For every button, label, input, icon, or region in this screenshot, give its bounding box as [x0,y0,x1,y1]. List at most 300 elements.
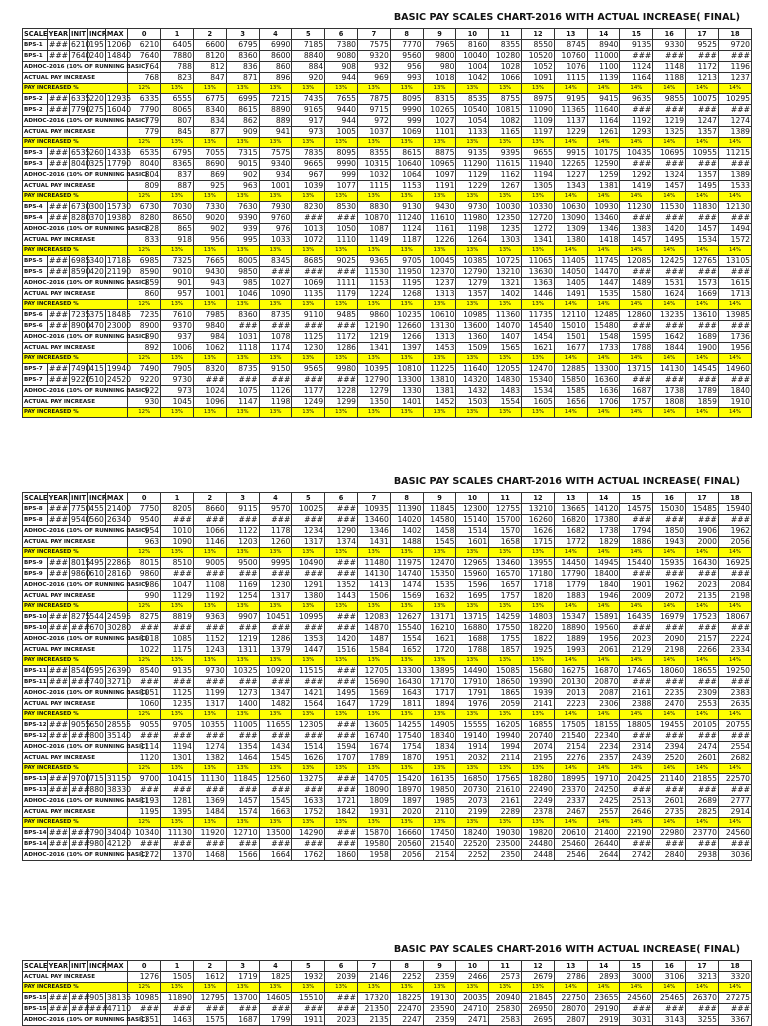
value-cell: 11830 [686,202,719,213]
value-cell: 12470 [423,558,456,569]
value-cell: 1825 [259,972,292,983]
value-cell: 32710 [106,677,132,686]
value-cell: 1799 [259,1015,292,1026]
value-cell: 1820 [522,591,555,602]
value-cell: 1418 [587,235,620,246]
percent-cell: 13% [325,710,358,720]
value-cell: 9415 [587,94,620,105]
value-cell: 1664 [259,850,292,861]
percent-cell: 13% [259,983,292,993]
value-cell: 1237 [423,278,456,289]
value-cell: 10695 [653,148,686,159]
value-cell: 2646 [620,807,653,818]
percent-cell: 13% [292,710,325,720]
value-cell: 2223 [554,699,587,710]
value-cell: ### [48,828,69,837]
column-header: 11 [489,493,522,504]
percent-cell: 13% [489,246,522,256]
value-cell: 15730 [106,202,132,211]
value-cell: 1301 [161,753,194,764]
percent-cell: 13% [456,192,489,202]
value-cell: ### [686,731,719,742]
value-cell: 1454 [522,332,555,343]
value-cell: 15870 [357,828,390,839]
value-cell: 13985 [718,310,751,321]
value-cell: 2601 [653,796,686,807]
value-cell: 23500 [489,839,522,850]
value-cell: 1434 [259,742,292,753]
value-cell: 2032 [456,753,489,764]
value-cell: 1729 [357,699,390,710]
actual-increase-row [23,127,752,138]
percent-cell: 13% [259,192,292,202]
value-cell: 1534 [686,235,719,246]
value-cell: 2161 [620,688,653,699]
value-cell: 1506 [357,591,390,602]
percent-cell: 13% [423,548,456,558]
row-label: ADHOC-2016 (10% OF RUNNING BASIC) [23,634,128,645]
row-label: ACTUAL PAY INCREASE [23,591,128,602]
value-cell: 2786 [554,972,587,983]
percent-cell: 13% [522,602,555,612]
value-cell: 2378 [522,807,555,818]
value-cell: 2470 [653,699,686,710]
value-cell: 12710 [226,828,259,839]
value-cell: ### [718,159,751,170]
percent-cell: 14% [554,192,587,202]
value-cell: 1457 [686,224,719,235]
value-cell: 1894 [423,699,456,710]
scale-label: BPS-14 [23,828,48,839]
percent-cell: 13% [456,656,489,666]
value-cell: ### [653,623,686,634]
value-cell: 986 [128,580,161,591]
value-cell: 23770 [686,828,719,839]
value-cell: 1419 [620,181,653,192]
percent-cell: 14% [686,983,719,993]
value-cell: 1491 [554,289,587,300]
value-cell: ### [48,202,69,211]
value-cell: 8340 [193,105,226,116]
value-cell: ### [325,993,358,1004]
value-cell: ### [128,785,161,796]
value-cell: 25830 [489,1004,522,1015]
value-cell: 31150 [106,774,132,783]
value-cell: 1219 [226,634,259,645]
percent-cell: 13% [522,300,555,310]
value-cell: 11735 [522,310,555,321]
value-cell: 2234 [587,742,620,753]
value-cell: 18067 [718,612,751,623]
percent-cell: 13% [423,138,456,148]
value-cell: 6775 [193,94,226,105]
percent-cell: 12% [128,246,161,256]
value-cell: 1303 [489,235,522,246]
value-cell: 11130 [161,828,194,839]
value-cell: ### [718,515,751,526]
percent-cell: 14% [554,602,587,612]
value-cell: 1161 [423,224,456,235]
value-cell: 1829 [587,537,620,548]
value-cell: 1010 [161,526,194,537]
percent-cell: 13% [357,138,390,148]
value-cell: 9330 [653,40,686,51]
value-cell: 1458 [423,526,456,537]
column-header: 5 [292,961,325,972]
row-label: ACTUAL PAY INCREASE [23,397,128,408]
percent-cell: 13% [357,354,390,364]
value-cell: 1033 [259,235,292,246]
percent-cell: 13% [292,84,325,94]
value-cell: 3255 [686,1015,719,1026]
percent-cell: 13% [357,656,390,666]
scale-row [23,774,752,785]
scale-row [23,569,752,580]
percent-cell: 14% [620,138,653,148]
value-cell: 1834 [423,742,456,753]
percent-cell: 13% [259,84,292,94]
value-cell: 1313 [423,289,456,300]
value-cell: 8320 [193,364,226,375]
value-cell: 1075 [226,386,259,397]
percent-cell: 14% [686,354,719,364]
column-header: 13 [554,29,587,40]
value-cell: ### [653,677,686,688]
value-cell: 1153 [390,181,423,192]
value-cell: 1413 [357,580,390,591]
value-cell: 19580 [357,839,390,850]
value-cell: ### [325,828,358,839]
value-cell: ### [48,558,69,567]
value-cell: 1545 [259,753,292,764]
value-cell: 836 [226,62,259,73]
value-cell: 7235 [128,310,161,321]
value-cell: 25460 [554,839,587,850]
value-cell: 2087 [587,688,620,699]
value-cell: ### [259,569,292,580]
percent-cell: 13% [226,818,259,828]
percent-cell: 13% [193,818,226,828]
value-cell: 15690 [357,677,390,688]
percent-cell: 13% [325,300,358,310]
pay-increased-row [23,246,752,256]
pay-increased-row [23,84,752,94]
value-cell: 11640 [456,364,489,375]
value-cell: 8690 [193,159,226,170]
value-cell: 995 [226,235,259,246]
value-cell: 10265 [423,105,456,116]
value-cell: 1794 [620,526,653,537]
value-cell: 1122 [226,526,259,537]
value-cell: ### [292,623,325,634]
value-cell: 9195 [554,94,587,105]
value-cell: 11230 [620,202,653,213]
value-cell: 1939 [522,688,555,699]
value-cell: 1006 [161,343,194,354]
value-cell: 1360 [456,332,489,343]
percent-cell: 13% [226,192,259,202]
value-cell: 1268 [390,289,423,300]
value-cell: ### [193,677,226,688]
percent-cell: 13% [292,602,325,612]
value-cell: 1447 [587,278,620,289]
percent-cell: 13% [226,983,259,993]
value-cell: 42120 [106,839,132,848]
value-cell: ### [686,785,719,796]
value-cell: ### [325,515,358,526]
value-cell: 20940 [489,993,522,1004]
scale-label: BPS-8 [23,504,48,515]
value-cell: 2252 [390,972,423,983]
value-cell: 1564 [292,699,325,710]
value-cell: 2289 [489,807,522,818]
value-cell: 19390 [522,677,555,688]
value-cell: 2825 [686,807,719,818]
scale-row [23,321,752,332]
value-cell: 17523 [686,612,719,623]
column-header: 14 [587,493,620,504]
percent-cell: 14% [554,548,587,558]
value-cell: ### [71,1004,91,1013]
value-cell: 1474 [390,580,423,591]
value-cell: 2383 [718,688,751,699]
value-cell: 14945 [587,558,620,569]
column-header: 17 [686,493,719,504]
value-cell: 370 [89,213,104,222]
value-cell: ### [128,623,161,634]
percent-cell: 13% [489,408,522,418]
value-cell: 1178 [259,526,292,537]
value-cell: 3036 [718,850,751,861]
value-cell: ### [259,515,292,526]
value-cell: 13130 [423,321,456,332]
value-cell: 13895 [423,666,456,677]
scale-label: BPS-6 [23,310,48,321]
value-cell: ### [226,731,259,742]
value-cell: 1013 [292,224,325,235]
value-cell: 845 [161,127,194,138]
percent-cell: 14% [554,246,587,256]
value-cell: 917 [292,116,325,127]
value-cell: 1457 [620,235,653,246]
value-cell: 1886 [620,537,653,548]
percent-cell: 13% [390,602,423,612]
value-cell: 9115 [226,504,259,515]
percent-cell: 13% [325,818,358,828]
value-cell: 6535 [128,148,161,159]
value-cell: 1347 [259,688,292,699]
percent-cell: 13% [489,354,522,364]
value-cell: 1432 [456,386,489,397]
percent-cell: 13% [193,246,226,256]
percent-cell: 14% [587,602,620,612]
scale-label: BPS-5 [23,256,48,267]
percent-cell: 13% [292,300,325,310]
column-header: MAX [105,493,127,504]
value-cell: 13210 [489,267,522,278]
value-cell: 1203 [226,537,259,548]
pay-increased-row [23,138,752,148]
value-cell: 1865 [489,688,522,699]
value-cell: 1087 [357,224,390,235]
column-header: YEAR [48,494,69,502]
value-cell: 11290 [456,159,489,170]
percent-cell: 14% [620,818,653,828]
sheet-title: BASIC PAY SCALES CHART-2016 WITH ACTUAL INCREASE( FINAL) [393,12,740,23]
value-cell: 1197 [522,127,555,138]
value-cell: 18155 [587,720,620,731]
value-cell: ### [686,105,719,116]
scale-row [23,40,752,51]
value-cell: 2023 [686,580,719,591]
value-cell: ### [48,105,69,114]
value-cell: 1533 [718,181,751,192]
value-cell: ### [71,785,91,794]
value-cell: 1037 [357,127,390,138]
value-cell: 9485 [325,310,358,321]
value-cell: 8540 [71,666,91,675]
value-cell: 2056 [718,537,751,548]
scale-row [23,612,752,623]
value-cell: 11610 [423,213,456,224]
value-cell: 21400 [587,828,620,839]
column-header: 3 [226,493,259,504]
adhoc-row [23,278,752,289]
value-cell: 14870 [357,623,390,634]
adhoc-row [23,62,752,73]
value-cell: 1566 [226,850,259,861]
value-cell: 17505 [554,720,587,731]
value-cell: 1177 [292,386,325,397]
percent-cell: 13% [522,710,555,720]
value-cell: 2266 [686,645,719,656]
value-cell: 10395 [357,364,390,375]
value-cell: 14050 [554,267,587,278]
value-cell: 1721 [325,796,358,807]
value-cell: 2023 [325,1015,358,1026]
value-cell: 1657 [489,580,522,591]
value-cell: 943 [193,278,226,289]
value-cell: 14020 [390,515,423,526]
value-cell: ### [325,504,358,515]
value-cell: 6535 [71,148,91,157]
value-cell: ### [686,515,719,526]
value-cell: 8600 [259,51,292,62]
value-cell: 2546 [554,850,587,861]
value-cell: 9840 [193,321,226,332]
value-cell: 922 [128,386,161,397]
value-cell: 10965 [423,159,456,170]
value-cell: ### [325,839,358,850]
percent-cell: 13% [292,354,325,364]
percent-cell: 13% [423,300,456,310]
value-cell: 20730 [456,785,489,796]
value-cell: 20610 [554,828,587,839]
value-cell: 809 [128,181,161,192]
value-cell: 1595 [620,332,653,343]
value-cell: 24520 [106,375,132,384]
percent-cell: 13% [489,602,522,612]
value-cell: 7490 [128,364,161,375]
value-cell: ### [620,515,653,526]
value-cell: ### [292,213,325,224]
value-cell: 9525 [686,40,719,51]
percent-cell: 13% [193,408,226,418]
value-cell: 1495 [686,181,719,192]
value-cell: ### [653,159,686,170]
column-header: 12 [522,29,555,40]
adhoc-row [23,688,752,699]
scale-label: BPS-1 [23,51,48,62]
value-cell: 14960 [718,364,751,375]
value-cell: 1717 [423,688,456,699]
value-cell: 16040 [106,105,132,114]
value-cell: 22865 [106,558,132,567]
value-cell: 21540 [554,731,587,742]
value-cell: 2583 [489,1015,522,1026]
value-cell: 16740 [357,731,390,742]
actual-increase-row [23,537,752,548]
value-cell: 1279 [357,386,390,397]
value-cell: 1354 [226,742,259,753]
percent-cell: 13% [357,408,390,418]
value-cell: ### [193,515,226,526]
value-cell: 9850 [226,267,259,278]
value-cell: ### [325,785,358,796]
value-cell: 1135 [292,289,325,300]
actual-increase-row [23,73,752,84]
value-cell: 1554 [489,397,522,408]
value-cell: 16979 [653,612,686,623]
value-cell: 1757 [620,397,653,408]
value-cell: 2689 [686,796,719,807]
value-cell: 1572 [718,235,751,246]
value-cell: 1548 [587,332,620,343]
value-cell: 1018 [128,634,161,645]
value-cell: 16660 [390,828,423,839]
value-cell: 2059 [489,699,522,710]
value-cell: 9165 [292,105,325,116]
value-cell: 1192 [193,591,226,602]
percent-cell: 13% [325,983,358,993]
value-cell: 11365 [554,105,587,116]
value-cell: 7575 [357,40,390,51]
column-header: 1 [161,29,194,40]
adhoc-row [23,796,752,807]
value-cell: 1596 [456,580,489,591]
value-cell: 1985 [423,796,456,807]
value-cell: 15420 [390,774,423,785]
column-header: 10 [456,29,489,40]
value-cell: 13210 [522,504,555,515]
row-label: ACTUAL PAY INCREASE [23,537,128,548]
value-cell: 2084 [718,580,751,591]
value-cell: 1317 [259,591,292,602]
value-cell: 1663 [259,807,292,818]
value-cell: ### [226,1004,259,1015]
value-cell: 340 [89,256,104,265]
scale-label: BPS-9 [23,558,48,569]
value-cell: 790 [89,828,104,837]
percent-cell: 13% [522,764,555,774]
percent-cell: 13% [325,656,358,666]
value-cell: ### [653,321,686,332]
value-cell: 1643 [390,688,423,699]
value-cell: 984 [193,332,226,343]
value-cell: 764 [128,62,161,73]
value-cell: 1658 [489,537,522,548]
row-label: PAY INCREASED % [23,246,128,256]
